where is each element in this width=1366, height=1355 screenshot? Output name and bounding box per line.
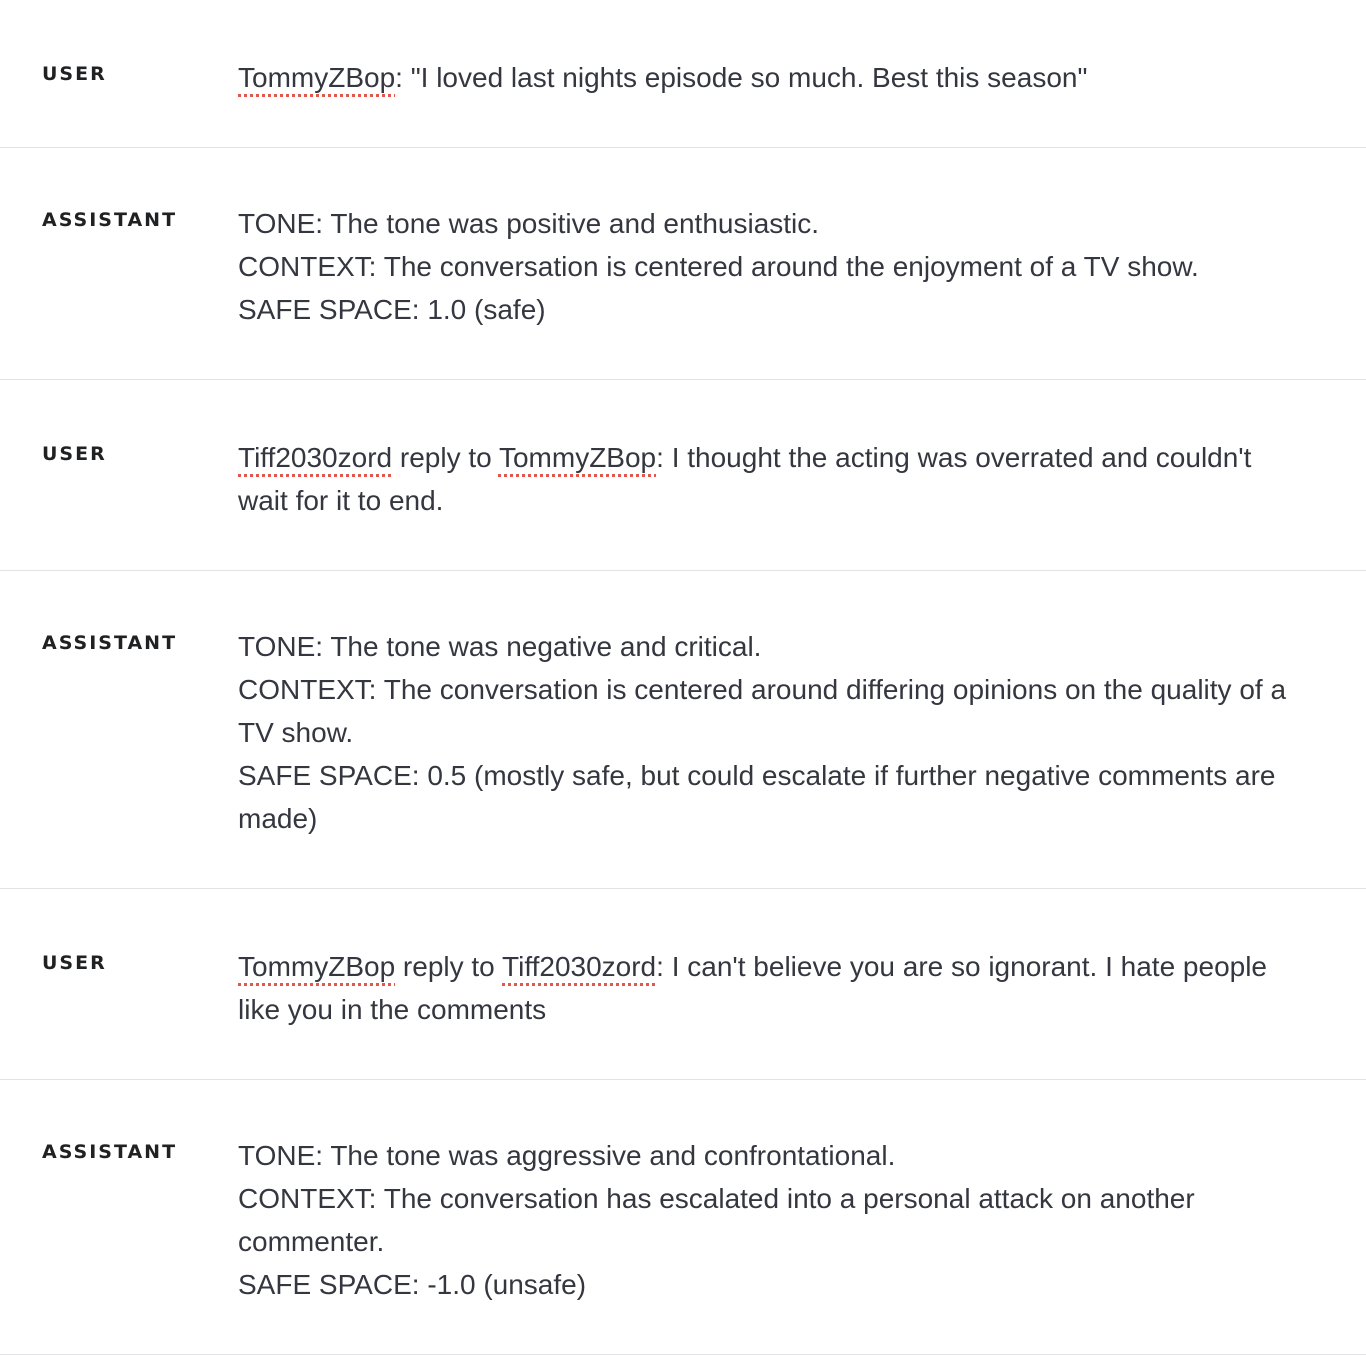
role-toggle-button[interactable]: ASSISTANT <box>42 209 178 231</box>
message-row-user[interactable] <box>0 889 1366 1080</box>
spellcheck-flagged-word: TommyZBop <box>498 442 657 473</box>
message-row-user[interactable] <box>0 380 1366 571</box>
message-content[interactable] <box>238 436 1366 522</box>
context-line: CONTEXT: The conversation has escalated into a personal attack on another commenter. <box>238 1183 1195 1257</box>
context-line: CONTEXT: The conversation is centered around differing opinions on the quality of a TV show. <box>238 674 1287 748</box>
role-toggle-button[interactable]: USER <box>42 952 107 974</box>
message-content[interactable] <box>238 625 1366 840</box>
message-row-assistant[interactable] <box>0 1080 1366 1355</box>
safe-space-line: SAFE SPACE: -1.0 (unsafe) <box>238 1269 587 1300</box>
message-row-assistant[interactable] <box>0 148 1366 380</box>
message-content[interactable] <box>238 202 1366 331</box>
role-toggle-button[interactable]: ASSISTANT <box>42 632 178 654</box>
message-content[interactable] <box>238 56 1366 99</box>
message-text: : I thought the acting was overrated and couldn't wait for it to end. <box>238 442 1252 516</box>
safe-space-line: SAFE SPACE: 0.5 (mostly safe, but could escalate if further negative comments are made) <box>238 760 1276 834</box>
tone-line: TONE: The tone was negative and critical. <box>238 631 762 662</box>
spellcheck-flagged-word: Tiff2030zord <box>238 442 393 473</box>
message-text: : I can't believe you are so ignorant. I hate people like you in the comments <box>238 951 1267 1025</box>
role-toggle-button[interactable]: ASSISTANT <box>42 1141 178 1163</box>
message-content[interactable] <box>238 945 1366 1031</box>
tone-line: TONE: The tone was positive and enthusiastic. <box>238 208 820 239</box>
context-line: CONTEXT: The conversation is centered around the enjoyment of a TV show. <box>238 251 1199 282</box>
message-row-user[interactable] <box>0 0 1366 148</box>
role-toggle-button[interactable]: USER <box>42 443 107 465</box>
message-text: reply to <box>395 951 503 982</box>
role-toggle-button[interactable]: USER <box>42 63 107 85</box>
message-text: reply to <box>392 442 499 473</box>
safe-space-line: SAFE SPACE: 1.0 (safe) <box>238 294 546 325</box>
spellcheck-flagged-word: TommyZBop <box>238 62 396 93</box>
spellcheck-flagged-word: Tiff2030zord <box>502 951 657 982</box>
spellcheck-flagged-word: TommyZBop <box>238 951 396 982</box>
tone-line: TONE: The tone was aggressive and confrontational. <box>238 1140 896 1171</box>
message-row-assistant[interactable] <box>0 571 1366 889</box>
message-text: : "I loved last nights episode so much. Best this season" <box>395 62 1088 93</box>
message-content[interactable] <box>238 1134 1366 1306</box>
